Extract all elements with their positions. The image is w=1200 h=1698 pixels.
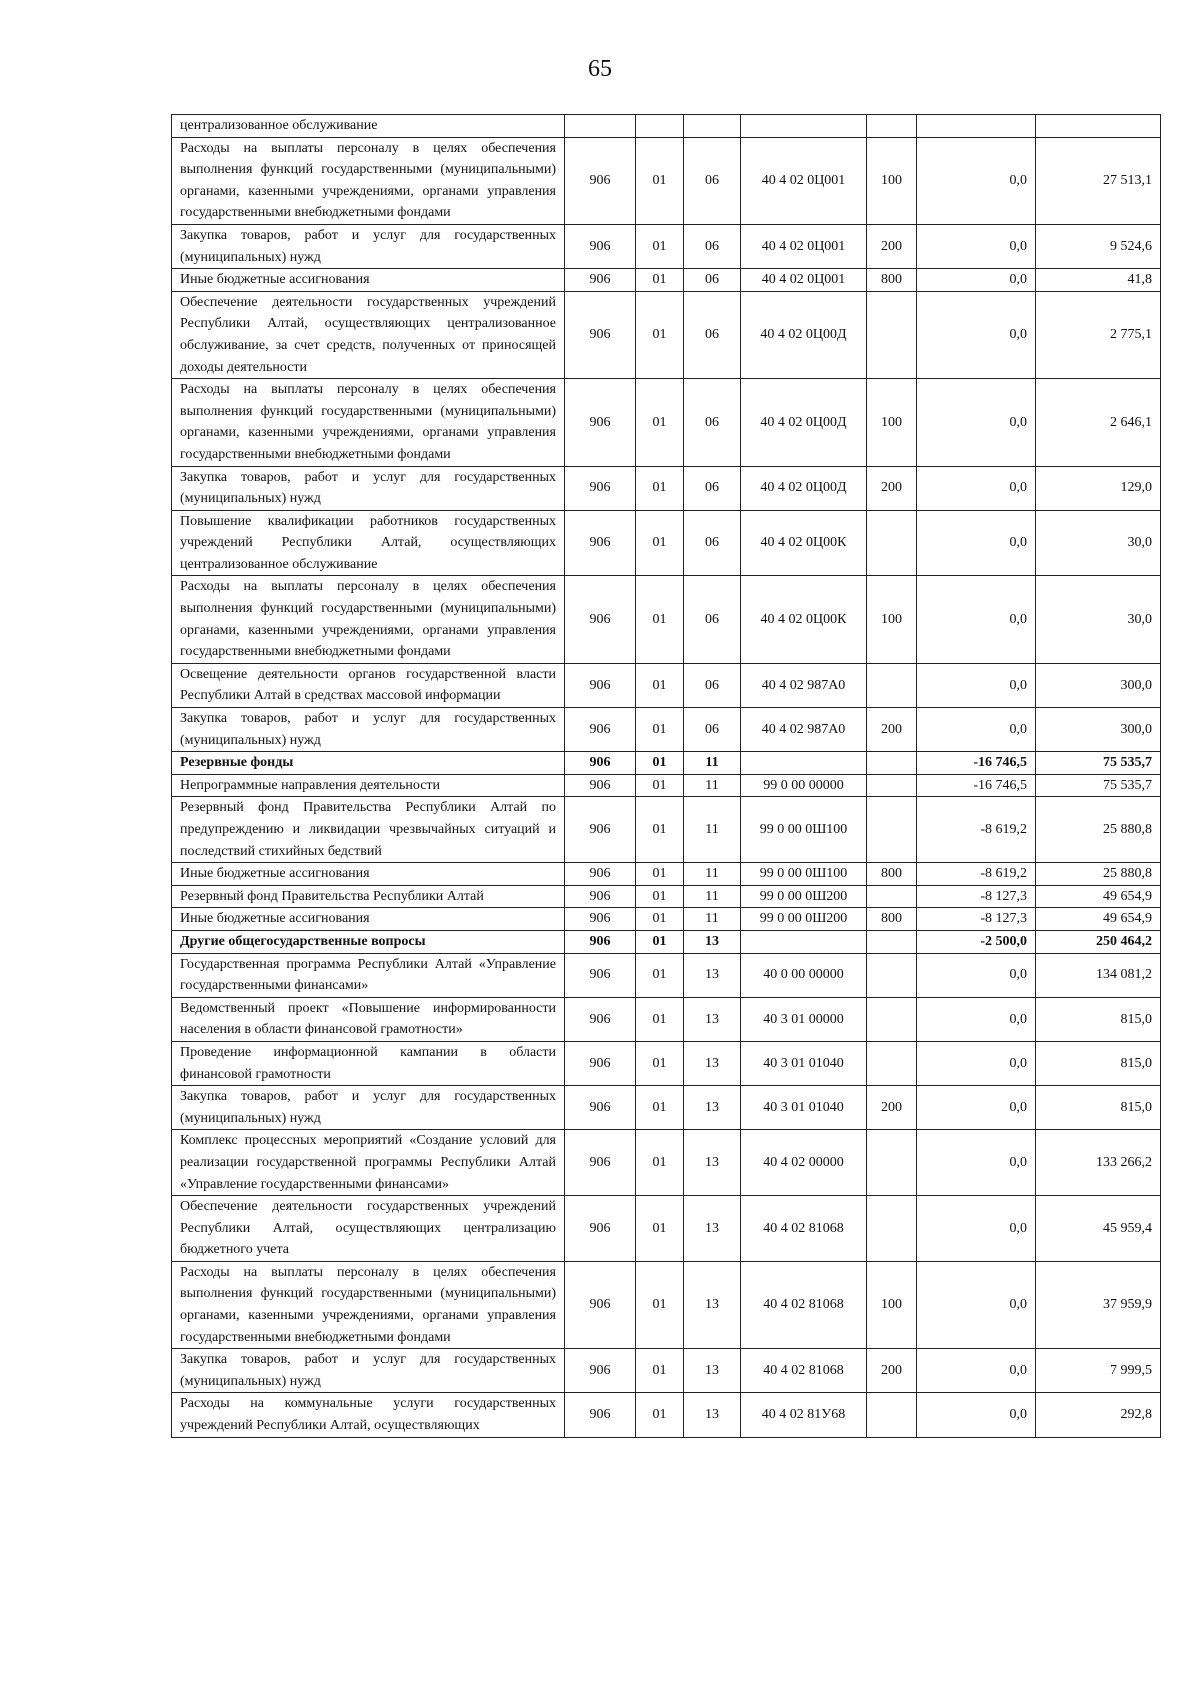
total-amount: 27 513,1 bbox=[1036, 137, 1161, 224]
total-amount: 300,0 bbox=[1036, 663, 1161, 707]
target-article-code bbox=[741, 930, 867, 953]
subsection-code: 13 bbox=[684, 1196, 741, 1262]
change-amount: 0,0 bbox=[917, 379, 1036, 466]
row-name: Резервный фонд Правительства Республики Алтай по предупреждению и ликвидации чрезвычайных ситуаций и последствий стихийных бедствий bbox=[172, 797, 565, 863]
subsection-code: 06 bbox=[684, 466, 741, 510]
table-row bbox=[172, 510, 1161, 576]
change-amount: 0,0 bbox=[917, 224, 1036, 268]
target-article-code: 40 4 02 81068 bbox=[741, 1196, 867, 1262]
ministry-code: 906 bbox=[565, 137, 636, 224]
subsection-code: 13 bbox=[684, 953, 741, 997]
change-amount: 0,0 bbox=[917, 953, 1036, 997]
table-row bbox=[172, 269, 1161, 292]
ministry-code: 906 bbox=[565, 510, 636, 576]
subsection-code: 06 bbox=[684, 663, 741, 707]
section-code: 01 bbox=[636, 708, 684, 752]
target-article-code: 40 4 02 0Ц00К bbox=[741, 576, 867, 663]
section-code: 01 bbox=[636, 663, 684, 707]
row-name: централизованное обслуживание bbox=[172, 115, 565, 138]
table-row bbox=[172, 997, 1161, 1041]
section-code: 01 bbox=[636, 930, 684, 953]
target-article-code: 40 4 02 987А0 bbox=[741, 663, 867, 707]
section-code: 01 bbox=[636, 1130, 684, 1196]
section-code: 01 bbox=[636, 1086, 684, 1130]
expense-type-code bbox=[867, 997, 917, 1041]
ministry-code: 906 bbox=[565, 1261, 636, 1348]
section-code: 01 bbox=[636, 576, 684, 663]
total-amount: 75 535,7 bbox=[1036, 774, 1161, 797]
ministry-code: 906 bbox=[565, 291, 636, 378]
expense-type-code bbox=[867, 953, 917, 997]
budget-table bbox=[171, 114, 1161, 1438]
change-amount: -8 127,3 bbox=[917, 885, 1036, 908]
expense-type-code bbox=[867, 930, 917, 953]
table-row bbox=[172, 115, 1161, 138]
ministry-code: 906 bbox=[565, 1349, 636, 1393]
subsection-code: 11 bbox=[684, 774, 741, 797]
expense-type-code bbox=[867, 774, 917, 797]
subsection-code: 06 bbox=[684, 510, 741, 576]
section-code: 01 bbox=[636, 953, 684, 997]
ministry-code: 906 bbox=[565, 774, 636, 797]
total-amount: 7 999,5 bbox=[1036, 1349, 1161, 1393]
subsection-code: 13 bbox=[684, 997, 741, 1041]
ministry-code: 906 bbox=[565, 1393, 636, 1437]
subsection-code: 13 bbox=[684, 1261, 741, 1348]
ministry-code: 906 bbox=[565, 708, 636, 752]
expense-type-code bbox=[867, 510, 917, 576]
row-name: Закупка товаров, работ и услуг для государственных (муниципальных) нужд bbox=[172, 224, 565, 268]
row-name: Проведение информационной кампании в области финансовой грамотности bbox=[172, 1041, 565, 1085]
ministry-code: 906 bbox=[565, 885, 636, 908]
ministry-code: 906 bbox=[565, 1086, 636, 1130]
total-amount: 133 266,2 bbox=[1036, 1130, 1161, 1196]
change-amount: 0,0 bbox=[917, 269, 1036, 292]
total-amount: 815,0 bbox=[1036, 997, 1161, 1041]
change-amount: 0,0 bbox=[917, 466, 1036, 510]
target-article-code: 99 0 00 0Ш100 bbox=[741, 797, 867, 863]
row-name: Закупка товаров, работ и услуг для государственных (муниципальных) нужд bbox=[172, 1086, 565, 1130]
section-code: 01 bbox=[636, 291, 684, 378]
table-row bbox=[172, 224, 1161, 268]
table-row bbox=[172, 863, 1161, 886]
row-name: Закупка товаров, работ и услуг для государственных (муниципальных) нужд bbox=[172, 708, 565, 752]
table-row bbox=[172, 797, 1161, 863]
expense-type-code bbox=[867, 752, 917, 775]
target-article-code: 40 4 02 0Ц001 bbox=[741, 269, 867, 292]
total-amount: 300,0 bbox=[1036, 708, 1161, 752]
change-amount: 0,0 bbox=[917, 663, 1036, 707]
section-code: 01 bbox=[636, 137, 684, 224]
total-amount: 815,0 bbox=[1036, 1086, 1161, 1130]
row-name: Резервные фонды bbox=[172, 752, 565, 775]
ministry-code: 906 bbox=[565, 797, 636, 863]
total-amount: 250 464,2 bbox=[1036, 930, 1161, 953]
table-row bbox=[172, 466, 1161, 510]
change-amount: 0,0 bbox=[917, 1086, 1036, 1130]
expense-type-code bbox=[867, 1393, 917, 1437]
ministry-code: 906 bbox=[565, 576, 636, 663]
row-name: Закупка товаров, работ и услуг для государственных (муниципальных) нужд bbox=[172, 466, 565, 510]
subsection-code: 13 bbox=[684, 1393, 741, 1437]
row-name: Иные бюджетные ассигнования bbox=[172, 863, 565, 886]
ministry-code: 906 bbox=[565, 953, 636, 997]
target-article-code: 99 0 00 0Ш100 bbox=[741, 863, 867, 886]
change-amount: -16 746,5 bbox=[917, 752, 1036, 775]
expense-type-code bbox=[867, 1041, 917, 1085]
target-article-code: 40 4 02 0Ц00Д bbox=[741, 466, 867, 510]
ministry-code: 906 bbox=[565, 1041, 636, 1085]
table-row bbox=[172, 137, 1161, 224]
table-row bbox=[172, 1196, 1161, 1262]
change-amount: 0,0 bbox=[917, 576, 1036, 663]
table-row bbox=[172, 1261, 1161, 1348]
ministry-code: 906 bbox=[565, 466, 636, 510]
expense-type-code bbox=[867, 797, 917, 863]
target-article-code: 99 0 00 0Ш200 bbox=[741, 908, 867, 931]
change-amount: 0,0 bbox=[917, 1130, 1036, 1196]
ministry-code: 906 bbox=[565, 752, 636, 775]
total-amount: 134 081,2 bbox=[1036, 953, 1161, 997]
row-name: Резервный фонд Правительства Республики Алтай bbox=[172, 885, 565, 908]
row-name: Закупка товаров, работ и услуг для государственных (муниципальных) нужд bbox=[172, 1349, 565, 1393]
subsection-code: 11 bbox=[684, 908, 741, 931]
change-amount: 0,0 bbox=[917, 137, 1036, 224]
total-amount: 41,8 bbox=[1036, 269, 1161, 292]
subsection-code: 06 bbox=[684, 708, 741, 752]
expense-type-code: 100 bbox=[867, 1261, 917, 1348]
change-amount: 0,0 bbox=[917, 510, 1036, 576]
row-name: Государственная программа Республики Алтай «Управление государственными финансами» bbox=[172, 953, 565, 997]
expense-type-code bbox=[867, 291, 917, 378]
section-code: 01 bbox=[636, 510, 684, 576]
ministry-code: 906 bbox=[565, 663, 636, 707]
target-article-code: 40 3 01 01040 bbox=[741, 1086, 867, 1130]
total-amount: 37 959,9 bbox=[1036, 1261, 1161, 1348]
change-amount: -8 619,2 bbox=[917, 797, 1036, 863]
table-row bbox=[172, 1349, 1161, 1393]
total-amount: 129,0 bbox=[1036, 466, 1161, 510]
section-code: 01 bbox=[636, 466, 684, 510]
change-amount: 0,0 bbox=[917, 997, 1036, 1041]
table-row bbox=[172, 379, 1161, 466]
change-amount: -8 619,2 bbox=[917, 863, 1036, 886]
section-code bbox=[636, 115, 684, 138]
table-row bbox=[172, 885, 1161, 908]
total-amount: 25 880,8 bbox=[1036, 797, 1161, 863]
expense-type-code: 200 bbox=[867, 466, 917, 510]
subsection-code: 11 bbox=[684, 885, 741, 908]
total-amount: 49 654,9 bbox=[1036, 885, 1161, 908]
expense-type-code: 200 bbox=[867, 708, 917, 752]
section-code: 01 bbox=[636, 1261, 684, 1348]
subsection-code bbox=[684, 115, 741, 138]
row-name: Ведомственный проект «Повышение информированности населения в области финансовой грамотности» bbox=[172, 997, 565, 1041]
table-row bbox=[172, 291, 1161, 378]
ministry-code: 906 bbox=[565, 379, 636, 466]
change-amount: 0,0 bbox=[917, 1261, 1036, 1348]
page-number: 65 bbox=[588, 56, 612, 82]
section-code: 01 bbox=[636, 1196, 684, 1262]
subsection-code: 13 bbox=[684, 1349, 741, 1393]
section-code: 01 bbox=[636, 885, 684, 908]
target-article-code: 40 4 02 81У68 bbox=[741, 1393, 867, 1437]
subsection-code: 13 bbox=[684, 1086, 741, 1130]
section-code: 01 bbox=[636, 997, 684, 1041]
row-name: Освещение деятельности органов государственной власти Республики Алтай в средствах массовой информации bbox=[172, 663, 565, 707]
total-amount: 30,0 bbox=[1036, 510, 1161, 576]
expense-type-code bbox=[867, 663, 917, 707]
section-code: 01 bbox=[636, 752, 684, 775]
expense-type-code bbox=[867, 885, 917, 908]
target-article-code: 40 4 02 81068 bbox=[741, 1349, 867, 1393]
change-amount: 0,0 bbox=[917, 291, 1036, 378]
change-amount: -2 500,0 bbox=[917, 930, 1036, 953]
ministry-code: 906 bbox=[565, 997, 636, 1041]
row-name: Непрограммные направления деятельности bbox=[172, 774, 565, 797]
table-row bbox=[172, 908, 1161, 931]
section-code: 01 bbox=[636, 1349, 684, 1393]
expense-type-code bbox=[867, 115, 917, 138]
subsection-code: 06 bbox=[684, 379, 741, 466]
total-amount: 45 959,4 bbox=[1036, 1196, 1161, 1262]
subsection-code: 06 bbox=[684, 269, 741, 292]
row-name: Другие общегосударственные вопросы bbox=[172, 930, 565, 953]
expense-type-code: 100 bbox=[867, 576, 917, 663]
row-name: Обеспечение деятельности государственных учреждений Республики Алтай, осуществляющих централизованное обслуживание, за счет средств, полученных от приносящей доходы деятельности bbox=[172, 291, 565, 378]
row-name: Расходы на выплаты персоналу в целях обеспечения выполнения функций государственными (муниципальными) органами, казенными учреждениями, органами управления государственными внебюджетными фондами bbox=[172, 137, 565, 224]
target-article-code: 40 4 02 0Ц00К bbox=[741, 510, 867, 576]
row-name: Обеспечение деятельности государственных учреждений Республики Алтай, осуществляющих централизацию бюджетного учета bbox=[172, 1196, 565, 1262]
expense-type-code: 200 bbox=[867, 1349, 917, 1393]
ministry-code bbox=[565, 115, 636, 138]
subsection-code: 13 bbox=[684, 1041, 741, 1085]
total-amount: 2 646,1 bbox=[1036, 379, 1161, 466]
expense-type-code: 200 bbox=[867, 1086, 917, 1130]
subsection-code: 06 bbox=[684, 576, 741, 663]
table-row bbox=[172, 663, 1161, 707]
expense-type-code bbox=[867, 1196, 917, 1262]
target-article-code: 40 4 02 987А0 bbox=[741, 708, 867, 752]
change-amount: 0,0 bbox=[917, 1196, 1036, 1262]
subsection-code: 06 bbox=[684, 137, 741, 224]
ministry-code: 906 bbox=[565, 1130, 636, 1196]
table-row bbox=[172, 1041, 1161, 1085]
target-article-code: 40 4 02 0Ц00Д bbox=[741, 291, 867, 378]
table-section-row bbox=[172, 752, 1161, 775]
total-amount: 9 524,6 bbox=[1036, 224, 1161, 268]
subsection-code: 13 bbox=[684, 1130, 741, 1196]
total-amount: 2 775,1 bbox=[1036, 291, 1161, 378]
target-article-code: 40 4 02 0Ц00Д bbox=[741, 379, 867, 466]
total-amount: 75 535,7 bbox=[1036, 752, 1161, 775]
expense-type-code: 800 bbox=[867, 269, 917, 292]
row-name: Расходы на коммунальные услуги государственных учреждений Республики Алтай, осуществляющих bbox=[172, 1393, 565, 1437]
section-code: 01 bbox=[636, 224, 684, 268]
target-article-code: 40 4 02 0Ц001 bbox=[741, 137, 867, 224]
expense-type-code: 100 bbox=[867, 137, 917, 224]
target-article-code bbox=[741, 752, 867, 775]
table-row bbox=[172, 953, 1161, 997]
subsection-code: 06 bbox=[684, 291, 741, 378]
expense-type-code: 100 bbox=[867, 379, 917, 466]
row-name: Расходы на выплаты персоналу в целях обеспечения выполнения функций государственными (муниципальными) органами, казенными учреждениями, органами управления государственными внебюджетными фондами bbox=[172, 1261, 565, 1348]
subsection-code: 11 bbox=[684, 752, 741, 775]
expense-type-code bbox=[867, 1130, 917, 1196]
target-article-code bbox=[741, 115, 867, 138]
expense-type-code: 200 bbox=[867, 224, 917, 268]
total-amount: 25 880,8 bbox=[1036, 863, 1161, 886]
section-code: 01 bbox=[636, 1041, 684, 1085]
ministry-code: 906 bbox=[565, 1196, 636, 1262]
row-name: Иные бюджетные ассигнования bbox=[172, 908, 565, 931]
target-article-code: 40 4 02 0Ц001 bbox=[741, 224, 867, 268]
target-article-code: 40 4 02 00000 bbox=[741, 1130, 867, 1196]
total-amount: 815,0 bbox=[1036, 1041, 1161, 1085]
total-amount: 30,0 bbox=[1036, 576, 1161, 663]
change-amount: -8 127,3 bbox=[917, 908, 1036, 931]
table-section-row bbox=[172, 930, 1161, 953]
ministry-code: 906 bbox=[565, 269, 636, 292]
change-amount: -16 746,5 bbox=[917, 774, 1036, 797]
table-row bbox=[172, 774, 1161, 797]
total-amount bbox=[1036, 115, 1161, 138]
table-row bbox=[172, 1393, 1161, 1437]
section-code: 01 bbox=[636, 908, 684, 931]
target-article-code: 99 0 00 00000 bbox=[741, 774, 867, 797]
target-article-code: 99 0 00 0Ш200 bbox=[741, 885, 867, 908]
subsection-code: 11 bbox=[684, 797, 741, 863]
change-amount: 0,0 bbox=[917, 1349, 1036, 1393]
subsection-code: 11 bbox=[684, 863, 741, 886]
section-code: 01 bbox=[636, 379, 684, 466]
table-row bbox=[172, 1086, 1161, 1130]
target-article-code: 40 3 01 00000 bbox=[741, 997, 867, 1041]
row-name: Расходы на выплаты персоналу в целях обеспечения выполнения функций государственными (муниципальными) органами, казенными учреждениями, органами управления государственными внебюджетными фондами bbox=[172, 576, 565, 663]
ministry-code: 906 bbox=[565, 224, 636, 268]
change-amount: 0,0 bbox=[917, 1393, 1036, 1437]
table-row bbox=[172, 708, 1161, 752]
row-name: Расходы на выплаты персоналу в целях обеспечения выполнения функций государственными (муниципальными) органами, казенными учреждениями, органами управления государственными внебюджетными фондами bbox=[172, 379, 565, 466]
row-name: Иные бюджетные ассигнования bbox=[172, 269, 565, 292]
subsection-code: 13 bbox=[684, 930, 741, 953]
total-amount: 49 654,9 bbox=[1036, 908, 1161, 931]
section-code: 01 bbox=[636, 797, 684, 863]
row-name: Комплекс процессных мероприятий «Создание условий для реализации государственной программы Республики Алтай «Управление государственными финансами» bbox=[172, 1130, 565, 1196]
target-article-code: 40 4 02 81068 bbox=[741, 1261, 867, 1348]
expense-type-code: 800 bbox=[867, 908, 917, 931]
ministry-code: 906 bbox=[565, 930, 636, 953]
expense-type-code: 800 bbox=[867, 863, 917, 886]
section-code: 01 bbox=[636, 774, 684, 797]
section-code: 01 bbox=[636, 269, 684, 292]
change-amount: 0,0 bbox=[917, 708, 1036, 752]
subsection-code: 06 bbox=[684, 224, 741, 268]
table-row bbox=[172, 1130, 1161, 1196]
change-amount: 0,0 bbox=[917, 1041, 1036, 1085]
target-article-code: 40 3 01 01040 bbox=[741, 1041, 867, 1085]
change-amount bbox=[917, 115, 1036, 138]
total-amount: 292,8 bbox=[1036, 1393, 1161, 1437]
target-article-code: 40 0 00 00000 bbox=[741, 953, 867, 997]
section-code: 01 bbox=[636, 1393, 684, 1437]
ministry-code: 906 bbox=[565, 863, 636, 886]
section-code: 01 bbox=[636, 863, 684, 886]
row-name: Повышение квалификации работников государственных учреждений Республики Алтай, осуществляющих централизованное обслуживание bbox=[172, 510, 565, 576]
table-row bbox=[172, 576, 1161, 663]
ministry-code: 906 bbox=[565, 908, 636, 931]
